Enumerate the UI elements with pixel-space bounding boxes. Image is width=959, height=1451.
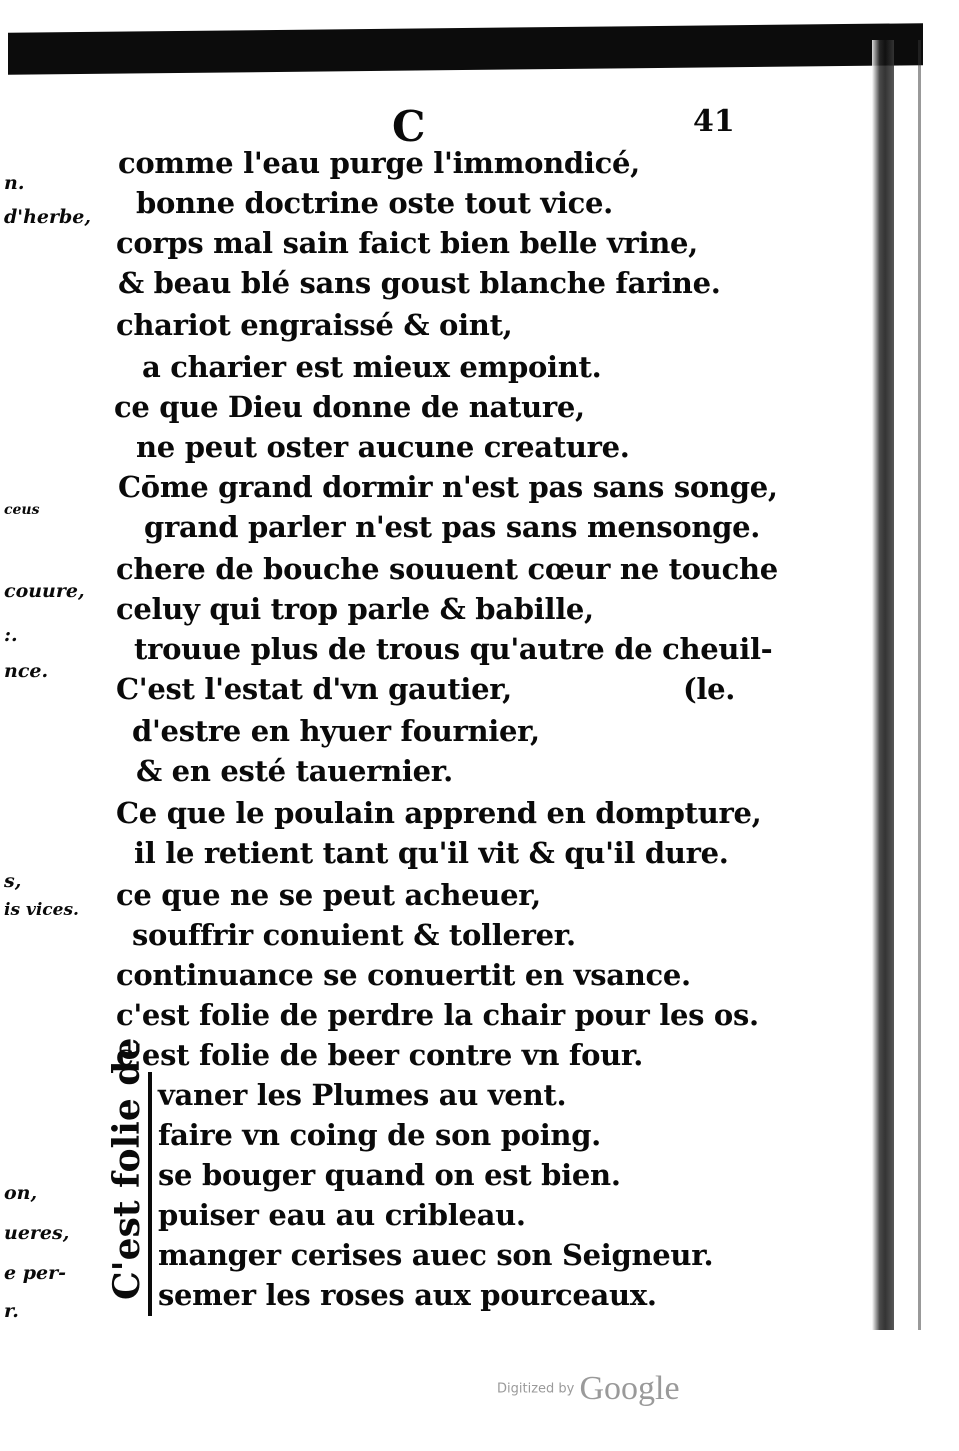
bracket-item: faire vn coing de son poing.	[158, 1118, 601, 1152]
text-line: Ce que le poulain apprend en dompture,	[116, 796, 762, 830]
text-line: chariot engraissé & oint,	[116, 308, 513, 342]
page-number: 41	[693, 104, 735, 139]
margin-note: on,	[4, 1182, 38, 1204]
watermark-prefix: Digitized by	[497, 1381, 575, 1397]
margin-note: nce.	[4, 660, 49, 682]
text-line: Cōme grand dormir n'est pas sans songe,	[118, 470, 778, 504]
text-line: corps mal sain faict bien belle vrine,	[116, 226, 698, 260]
bracket-item: puiser eau au cribleau.	[158, 1198, 526, 1232]
page-top-shadow	[8, 23, 923, 75]
margin-note: is vices.	[4, 900, 79, 920]
bracket-item: semer les roses aux pourceaux.	[158, 1278, 657, 1312]
text-line: d'estre en hyuer fournier,	[132, 714, 540, 748]
text-line: il le retient tant qu'il vit & qu'il dure.	[134, 836, 729, 870]
text-line: & beau blé sans goust blanche farine.	[118, 266, 721, 300]
bracket-label: C'est folie de	[106, 1037, 148, 1300]
text-line: celuy qui trop parle & babille,	[116, 592, 594, 626]
page-edge-line	[918, 40, 921, 1330]
text-line: ne peut oster aucune creature.	[136, 430, 630, 464]
margin-note: couure,	[4, 580, 85, 602]
digitized-watermark	[497, 1370, 680, 1408]
page-edge-shadow	[872, 40, 894, 1330]
bracket-item: vaner les Plumes au vent.	[158, 1078, 567, 1112]
margin-note: s,	[4, 870, 22, 892]
text-line: ce que ne se peut acheuer,	[116, 878, 541, 912]
text-line: a charier est mieux empoint.	[142, 350, 602, 384]
text-line: souffrir conuient & tollerer.	[132, 918, 576, 952]
text-line: chere de bouche souuent cœur ne touche	[116, 552, 778, 586]
margin-note: d'herbe,	[4, 206, 92, 228]
text-line: bonne doctrine oste tout vice.	[136, 186, 613, 220]
text-line: comme l'eau purge l'immondicé,	[118, 146, 640, 180]
margin-note: ceus	[4, 502, 40, 518]
text-line: continuance se conuertit en vsance.	[116, 958, 691, 992]
text-line: ce que Dieu donne de nature,	[114, 390, 585, 424]
margin-note: r.	[4, 1300, 19, 1322]
google-wordmark: Google	[579, 1370, 680, 1407]
text-line-turnover: (le.	[683, 672, 736, 706]
text-line: trouue plus de trous qu'autre de cheuil-	[134, 632, 773, 666]
running-head: C	[392, 102, 426, 151]
bracket-line	[148, 1072, 152, 1316]
text-line: c'est folie de beer contre vn four.	[116, 1038, 644, 1072]
bracket-item: se bouger quand on est bien.	[158, 1158, 621, 1192]
margin-note: e per-	[4, 1262, 66, 1284]
text-line: C'est l'estat d'vn gautier,	[116, 672, 512, 706]
text-line: grand parler n'est pas sans mensonge.	[144, 510, 761, 544]
margin-note: :.	[4, 624, 18, 646]
margin-note: ueres,	[4, 1222, 70, 1244]
text-line: & en esté tauernier.	[136, 754, 453, 788]
bracket-item: manger cerises auec son Seigneur.	[158, 1238, 714, 1272]
margin-note: n.	[4, 172, 25, 194]
text-line: c'est folie de perdre la chair pour les os.	[116, 998, 759, 1032]
